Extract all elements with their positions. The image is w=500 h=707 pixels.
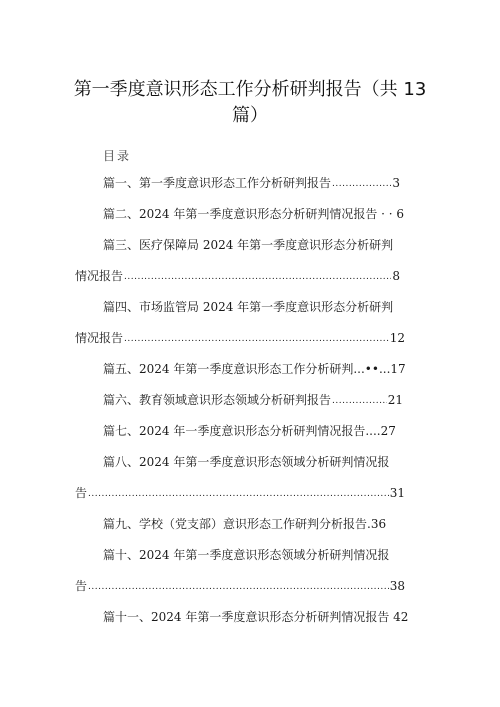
toc-entry-text: 篇四、市场监管局 2024 年第一季度意识形态分析研判: [103, 300, 394, 314]
toc-entry-8[interactable]: [103, 453, 403, 471]
toc-entry-page: 38: [389, 579, 405, 593]
toc-entry-page: 8: [392, 269, 400, 283]
document-title-line-2: 篇）: [232, 105, 268, 126]
toc-leader-dots: [88, 486, 389, 502]
toc-leader-dots: [124, 331, 389, 347]
toc-entry-1[interactable]: [103, 174, 400, 192]
toc-entry-10[interactable]: [103, 546, 403, 564]
toc-entry-text: 篇八、2024 年第一季度意识形态领域分析研判情况报: [103, 455, 390, 469]
toc-entry-7[interactable]: [103, 422, 403, 440]
toc-entry-4-continued[interactable]: [75, 329, 405, 347]
toc-entry-text: 篇十、2024 年第一季度意识形态领域分析研判情况报: [103, 548, 390, 562]
toc-entry-8-continued[interactable]: [75, 484, 405, 502]
toc-entry-text: 篇五、2024 年第一季度意识形态工作分析研判...••...17: [103, 362, 406, 376]
toc-entry-text: 告: [75, 486, 88, 500]
toc-entry-text: 告: [75, 579, 88, 593]
toc-leader-dots: [332, 176, 391, 192]
toc-entry-text: 篇二、2024 年第一季度意识形态分析研判情况报告 · · 6: [103, 207, 405, 221]
toc-leader-dots: [88, 579, 389, 595]
toc-entry-page: 12: [389, 331, 405, 345]
toc-entry-11[interactable]: [103, 608, 413, 626]
toc-entry-text: 篇七、2024 年一季度意识形态分析研判情况报告....27: [103, 424, 396, 438]
toc-entry-page: 3: [392, 176, 400, 190]
toc-entry-text: 篇六、教育领域意识形态领域分析研判报告: [103, 393, 332, 407]
toc-entry-4[interactable]: [103, 298, 400, 316]
toc-entry-text: 情况报告: [75, 331, 124, 345]
toc-entry-3-continued[interactable]: [75, 267, 400, 285]
toc-entry-9[interactable]: [103, 515, 403, 533]
toc-leader-dots: [124, 269, 391, 285]
toc-entry-text: 篇一、第一季度意识形态工作分析研判报告: [103, 176, 332, 190]
toc-entry-page: 21: [387, 393, 403, 407]
toc-entry-text: 篇九、学校（党支部）意识形态工作研判分析报告.36: [103, 517, 387, 531]
toc-entry-6[interactable]: [103, 391, 403, 409]
toc-entry-10-continued[interactable]: [75, 577, 405, 595]
toc-leader-dots: [332, 393, 387, 409]
toc-heading: 目录: [103, 149, 132, 163]
toc-entry-text: 篇三、医疗保障局 2024 年第一季度意识形态分析研判: [103, 238, 394, 252]
document-title-line-1: 第一季度意识形态工作分析研判报告（共 13: [73, 79, 427, 100]
toc-entry-5[interactable]: [103, 360, 406, 378]
toc-entry-3[interactable]: [103, 236, 400, 254]
toc-entry-2[interactable]: [103, 205, 405, 223]
toc-entry-text: 篇十一、2024 年第一季度意识形态分析研判情况报告 42: [103, 610, 409, 624]
toc-entry-page: 31: [389, 486, 405, 500]
toc-entry-text: 情况报告: [75, 269, 124, 283]
